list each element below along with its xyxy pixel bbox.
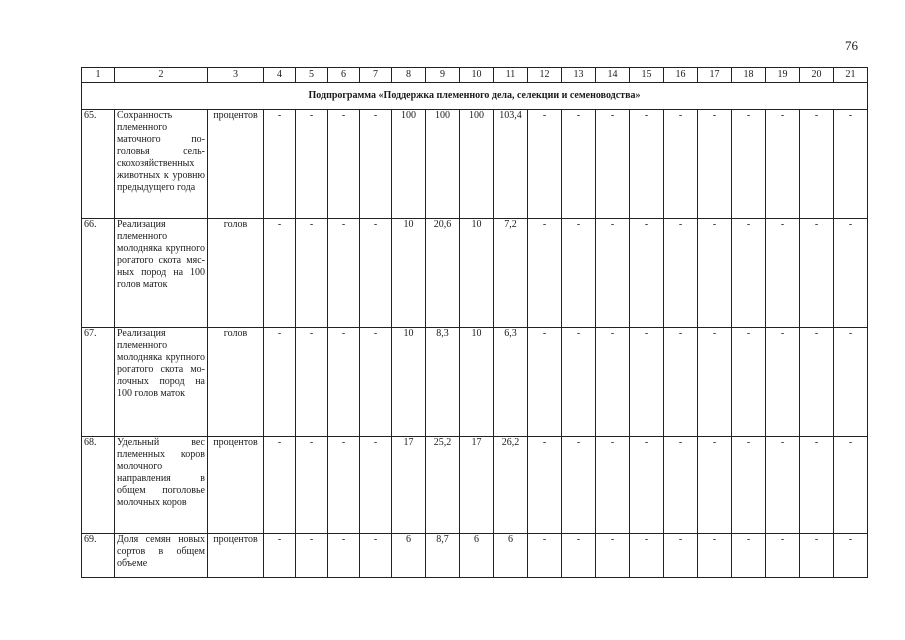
value-cell: - [630,437,664,534]
value-cell: - [664,534,698,578]
unit-of-measure: процентов [208,437,264,534]
value-cell: - [328,219,360,328]
value-cell: 7,2 [494,219,528,328]
value-cell: - [664,437,698,534]
value-cell: - [264,437,296,534]
value-cell: - [800,219,834,328]
row-number: 67. [82,328,115,437]
value-cell: - [698,219,732,328]
value-cell: - [596,219,630,328]
value-cell: - [732,534,766,578]
value-cell: - [732,328,766,437]
value-cell: - [296,219,328,328]
value-cell: - [596,328,630,437]
column-number-cell: 10 [460,68,494,83]
column-number-cell: 2 [115,68,208,83]
column-number-cell: 5 [296,68,328,83]
value-cell: 17 [392,437,426,534]
row-number: 65. [82,110,115,219]
unit-of-measure: голов [208,328,264,437]
value-cell: - [766,110,800,219]
value-cell: - [596,437,630,534]
value-cell: - [630,534,664,578]
value-cell: - [800,328,834,437]
table-row [82,110,868,219]
page-number: 76 [845,38,858,53]
value-cell: - [296,534,328,578]
value-cell: - [528,437,562,534]
value-cell: - [698,437,732,534]
value-cell: - [360,437,392,534]
column-number-cell: 9 [426,68,460,83]
value-cell: - [296,110,328,219]
value-cell: 8,7 [426,534,460,578]
value-cell: 26,2 [494,437,528,534]
value-cell: - [664,328,698,437]
value-cell: 6 [494,534,528,578]
value-cell: 25,2 [426,437,460,534]
value-cell: - [596,534,630,578]
value-cell: - [630,110,664,219]
row-number: 68. [82,437,115,534]
value-cell: - [264,534,296,578]
value-cell: 6,3 [494,328,528,437]
value-cell: 8,3 [426,328,460,437]
value-cell: - [562,110,596,219]
value-cell: - [562,437,596,534]
row-number: 69. [82,534,115,578]
column-number-cell: 6 [328,68,360,83]
value-cell: - [834,437,868,534]
column-number-cell: 4 [264,68,296,83]
table-row [82,437,868,534]
column-number-cell: 7 [360,68,392,83]
value-cell: 100 [426,110,460,219]
row-number: 66. [82,219,115,328]
value-cell: - [264,219,296,328]
value-cell: - [766,437,800,534]
column-number-cell: 8 [392,68,426,83]
value-cell: - [296,328,328,437]
table-row [82,534,868,578]
value-cell: - [528,328,562,437]
value-cell: 100 [460,110,494,219]
value-cell: - [698,110,732,219]
value-cell: 6 [460,534,494,578]
value-cell: 100 [392,110,426,219]
indicator-name: Реализация племенного молодняка крупного рогатого скота молочных пород на 100 голов маток [115,328,208,437]
value-cell: - [698,534,732,578]
value-cell: - [766,219,800,328]
value-cell: - [328,534,360,578]
subprogram-row [82,83,868,110]
value-cell: 20,6 [426,219,460,328]
indicator-name: Реализация племенного молодняка крупного рогатого скота мясных пород на 100 голов маток [115,219,208,328]
indicator-name: Доля семян новых сортов в общем объеме [115,534,208,578]
value-cell: 103,4 [494,110,528,219]
value-cell: - [732,219,766,328]
value-cell: - [528,219,562,328]
value-cell: - [834,534,868,578]
column-number-cell: 11 [494,68,528,83]
unit-of-measure: голов [208,219,264,328]
value-cell: - [834,219,868,328]
value-cell: - [360,534,392,578]
value-cell: - [264,110,296,219]
column-number-cell: 19 [766,68,800,83]
unit-of-measure: процентов [208,534,264,578]
value-cell: - [528,534,562,578]
value-cell: 17 [460,437,494,534]
value-cell: - [360,219,392,328]
subprogram-title: Подпрограмма «Поддержка племенного дела, селекции и семеноводства» [82,83,868,110]
value-cell: - [562,328,596,437]
value-cell: - [766,534,800,578]
value-cell: - [360,110,392,219]
value-cell: 10 [460,219,494,328]
value-cell: - [766,328,800,437]
value-cell: - [800,437,834,534]
value-cell: - [328,328,360,437]
column-number-cell: 3 [208,68,264,83]
indicator-table [81,67,868,578]
value-cell: - [562,219,596,328]
indicator-name: Удельный вес племенных коров молочного направления в общем поголовье молочных коров [115,437,208,534]
value-cell: - [328,110,360,219]
column-number-cell: 1 [82,68,115,83]
value-cell: - [596,110,630,219]
value-cell: - [698,328,732,437]
value-cell: 10 [460,328,494,437]
column-number-cell: 16 [664,68,698,83]
unit-of-measure: процентов [208,110,264,219]
column-number-cell: 17 [698,68,732,83]
value-cell: 10 [392,328,426,437]
value-cell: - [328,437,360,534]
value-cell: - [732,437,766,534]
value-cell: - [360,328,392,437]
value-cell: 6 [392,534,426,578]
value-cell: - [800,534,834,578]
value-cell: - [562,534,596,578]
value-cell: - [296,437,328,534]
value-cell: - [630,219,664,328]
table-row [82,328,868,437]
value-cell: - [630,328,664,437]
value-cell: - [264,328,296,437]
value-cell: - [732,110,766,219]
column-number-cell: 18 [732,68,766,83]
value-cell: 10 [392,219,426,328]
column-number-cell: 21 [834,68,868,83]
column-number-cell: 15 [630,68,664,83]
value-cell: - [664,110,698,219]
column-number-cell: 13 [562,68,596,83]
column-number-cell: 14 [596,68,630,83]
value-cell: - [834,110,868,219]
table-row [82,219,868,328]
value-cell: - [834,328,868,437]
value-cell: - [800,110,834,219]
column-number-row [82,68,868,83]
indicator-name: Сохранность племенного маточного поголовья сельскохозяйственных животных к уровню предыдущего года [115,110,208,219]
column-number-cell: 12 [528,68,562,83]
value-cell: - [528,110,562,219]
column-number-cell: 20 [800,68,834,83]
value-cell: - [664,219,698,328]
